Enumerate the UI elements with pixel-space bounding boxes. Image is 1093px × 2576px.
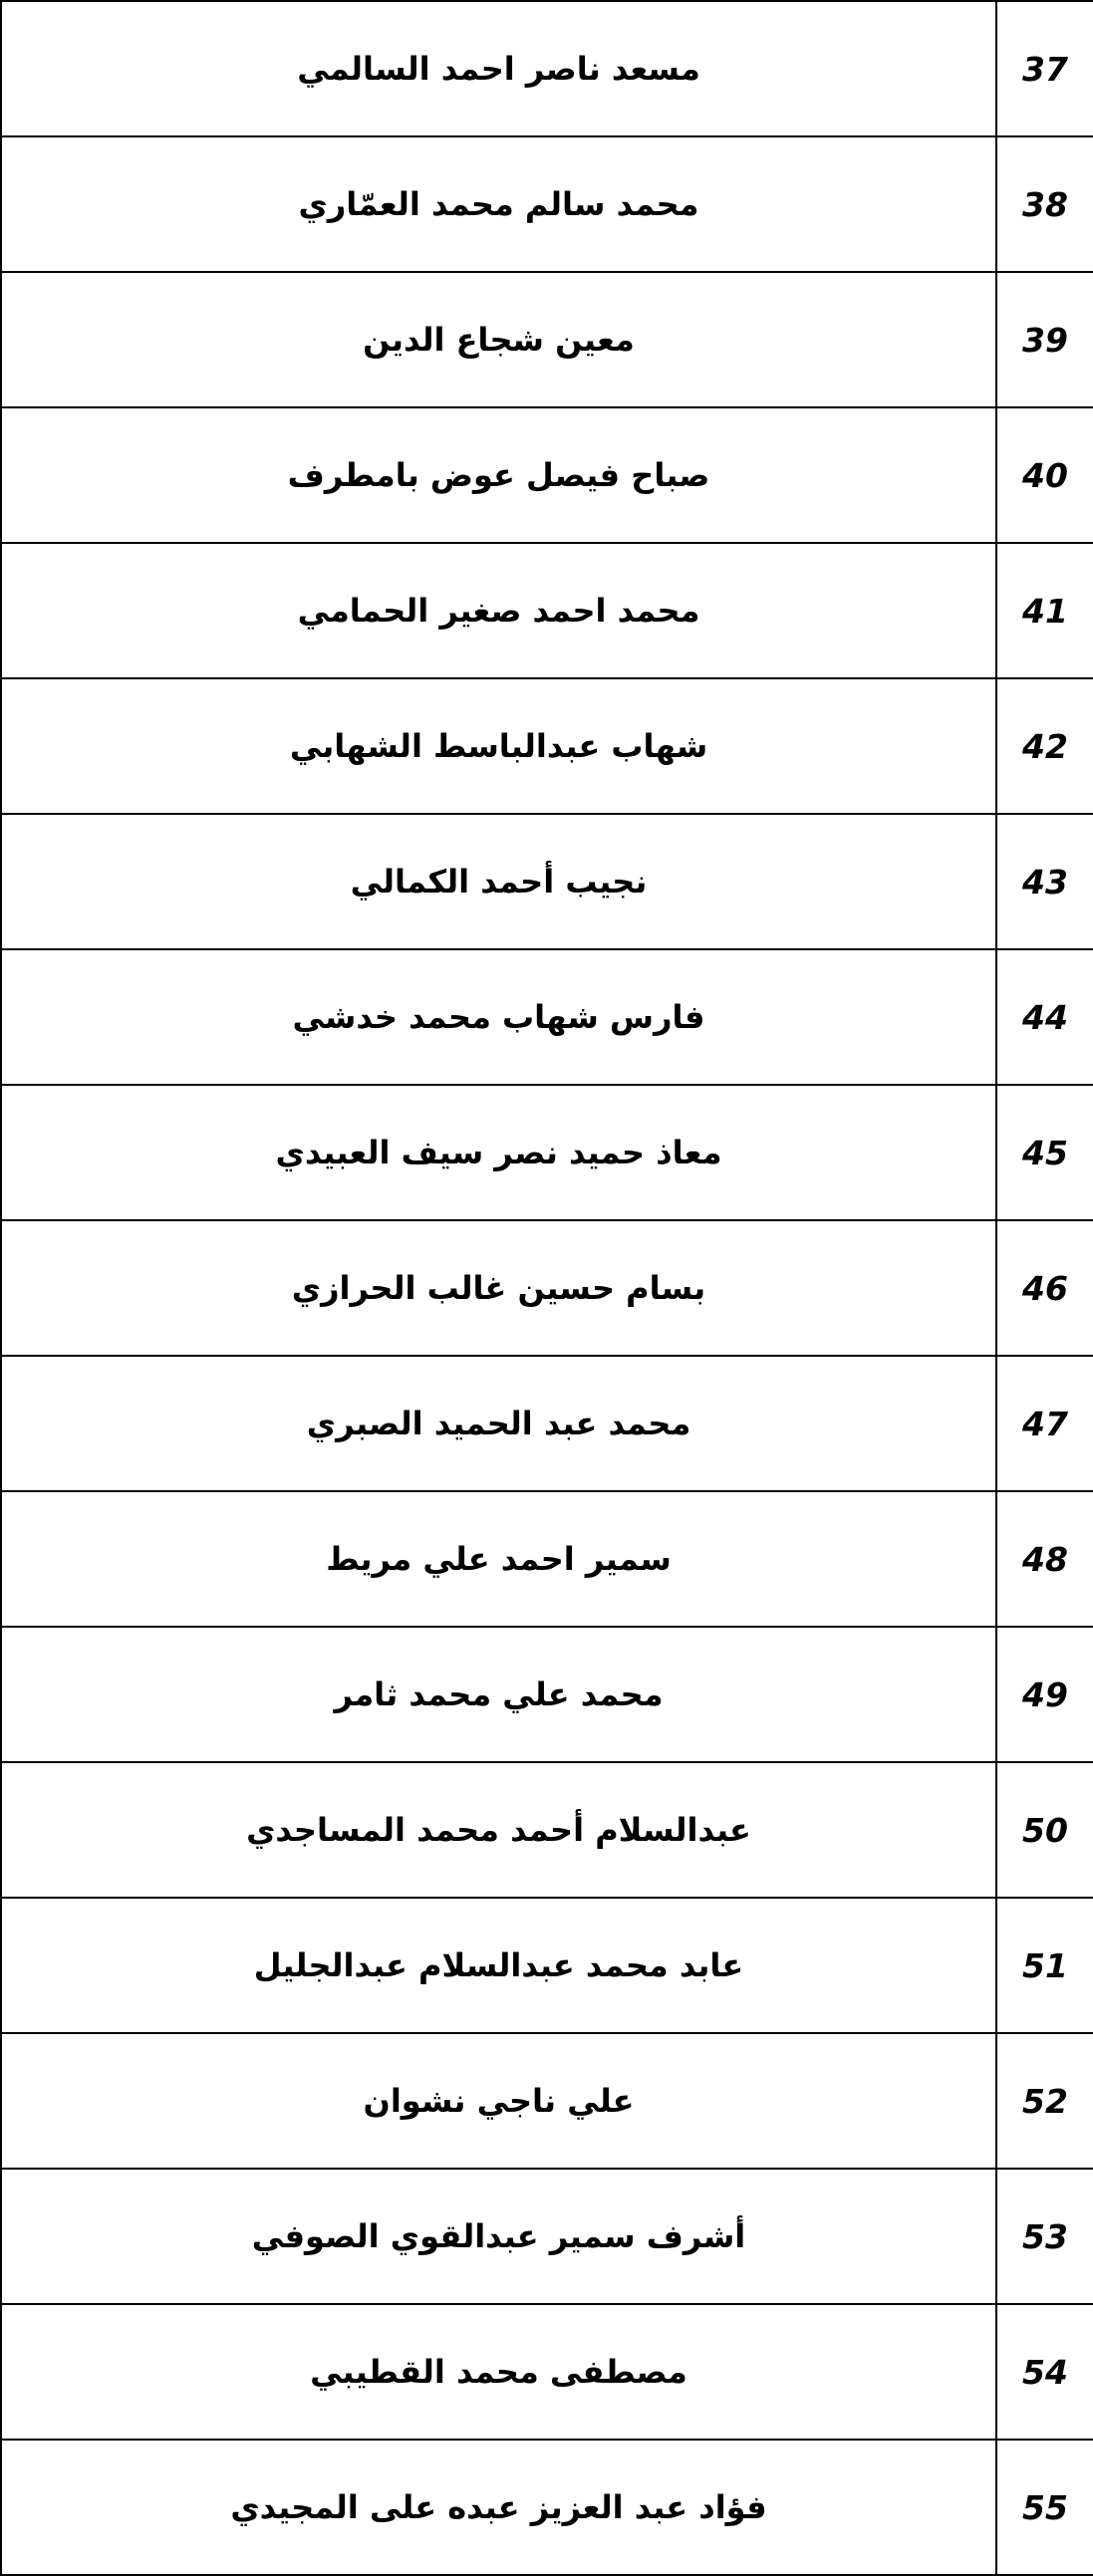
number-cell: 55 bbox=[996, 2440, 1093, 2575]
table-row bbox=[1, 2440, 1093, 2575]
name-cell: محمد عبد الحميد الصبري bbox=[1, 1356, 996, 1491]
table-row bbox=[1, 2033, 1093, 2169]
name-cell: بسام حسين غالب الحرازي bbox=[1, 1220, 996, 1356]
table-row bbox=[1, 1491, 1093, 1627]
name-cell: شهاب عبدالباسط الشهابي bbox=[1, 678, 996, 814]
table-row bbox=[1, 1762, 1093, 1898]
number-cell: 46 bbox=[996, 1220, 1093, 1356]
table-row bbox=[1, 1, 1093, 136]
table-row bbox=[1, 543, 1093, 678]
name-cell: عابد محمد عبدالسلام عبدالجليل bbox=[1, 1898, 996, 2033]
name-cell: معاذ حميد نصر سيف العبيدي bbox=[1, 1085, 996, 1220]
number-cell: 51 bbox=[996, 1898, 1093, 2033]
name-cell: محمد احمد صغير الحمامي bbox=[1, 543, 996, 678]
name-cell: فارس شهاب محمد خدشي bbox=[1, 949, 996, 1085]
number-cell: 50 bbox=[996, 1762, 1093, 1898]
table-row bbox=[1, 814, 1093, 949]
table-row bbox=[1, 2304, 1093, 2440]
table-row bbox=[1, 949, 1093, 1085]
number-cell: 47 bbox=[996, 1356, 1093, 1491]
number-cell: 52 bbox=[996, 2033, 1093, 2169]
name-cell: محمد علي محمد ثامر bbox=[1, 1627, 996, 1762]
table-row bbox=[1, 272, 1093, 407]
table-row bbox=[1, 1627, 1093, 1762]
table-row bbox=[1, 1085, 1093, 1220]
name-cell: أشرف سمير عبدالقوي الصوفي bbox=[1, 2169, 996, 2304]
number-cell: 37 bbox=[996, 1, 1093, 136]
table-row bbox=[1, 678, 1093, 814]
number-cell: 38 bbox=[996, 136, 1093, 272]
name-cell: مسعد ناصر احمد السالمي bbox=[1, 1, 996, 136]
number-cell: 44 bbox=[996, 949, 1093, 1085]
table-row bbox=[1, 2169, 1093, 2304]
name-cell: نجيب أحمد الكمالي bbox=[1, 814, 996, 949]
number-cell: 53 bbox=[996, 2169, 1093, 2304]
name-cell: عبدالسلام أحمد محمد المساجدي bbox=[1, 1762, 996, 1898]
number-cell: 54 bbox=[996, 2304, 1093, 2440]
number-cell: 49 bbox=[996, 1627, 1093, 1762]
name-cell: محمد سالم محمد العمّاري bbox=[1, 136, 996, 272]
name-cell: معين شجاع الدين bbox=[1, 272, 996, 407]
name-cell: مصطفى محمد القطيبي bbox=[1, 2304, 996, 2440]
name-cell: فؤاد عبد العزيز عبده على المجيدي bbox=[1, 2440, 996, 2575]
table-row bbox=[1, 1356, 1093, 1491]
table-row bbox=[1, 1220, 1093, 1356]
number-cell: 43 bbox=[996, 814, 1093, 949]
table-row bbox=[1, 136, 1093, 272]
number-cell: 42 bbox=[996, 678, 1093, 814]
name-cell: سمير احمد علي مريط bbox=[1, 1491, 996, 1627]
number-cell: 41 bbox=[996, 543, 1093, 678]
number-cell: 48 bbox=[996, 1491, 1093, 1627]
name-cell: علي ناجي نشوان bbox=[1, 2033, 996, 2169]
name-cell: صباح فيصل عوض بامطرف bbox=[1, 407, 996, 543]
table-row bbox=[1, 407, 1093, 543]
number-cell: 45 bbox=[996, 1085, 1093, 1220]
table-row bbox=[1, 1898, 1093, 2033]
number-cell: 39 bbox=[996, 272, 1093, 407]
number-cell: 40 bbox=[996, 407, 1093, 543]
